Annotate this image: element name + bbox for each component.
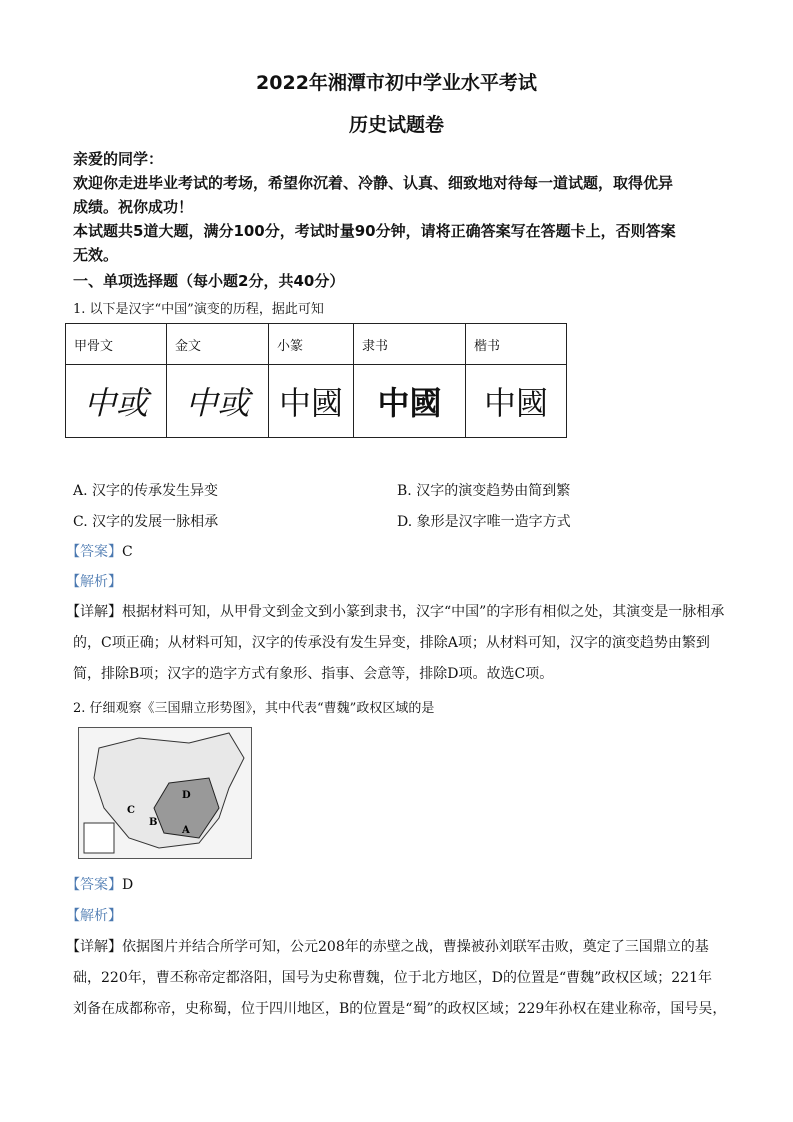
answer-tag: 【答案】 bbox=[66, 877, 122, 893]
option-a: A. 汉字的传承发生异变 bbox=[73, 483, 219, 499]
intro-line: 成绩。祝你成功！ bbox=[73, 198, 194, 216]
exam-title: 2022年湘潭市初中学业水平考试 bbox=[256, 72, 537, 94]
glyph-image: 中或 bbox=[66, 365, 167, 438]
glyph-image: 中國 bbox=[354, 365, 466, 438]
answer: D bbox=[122, 877, 134, 893]
character-evolution-table bbox=[65, 323, 567, 438]
section-heading: 一、单项选择题（每小题2分，共40分） bbox=[73, 272, 345, 290]
table-header: 金文 bbox=[167, 324, 269, 365]
exam-subtitle: 历史试题卷 bbox=[348, 114, 444, 136]
q1-stem: 1. 以下是汉字“中国”演变的历程，据此可知 bbox=[73, 302, 324, 317]
answer: C bbox=[122, 544, 133, 560]
analysis-tag: 【解析】 bbox=[66, 574, 122, 590]
table-header: 隶书 bbox=[354, 324, 466, 365]
q2-stem: 2. 仔细观察《三国鼎立形势图》，其中代表“曹魏”政权区域的是 bbox=[73, 701, 435, 716]
option-b: B. 汉字的演变趋势由简到繁 bbox=[397, 483, 571, 499]
map-label: D bbox=[182, 790, 191, 801]
analysis-tag: 【解析】 bbox=[66, 908, 122, 924]
map-label: A bbox=[182, 825, 190, 836]
detail-line: 刘备在成都称帝，史称蜀，位于四川地区，B的位置是“蜀”的政权区域；229年孙权在建业称帝，国号吴， bbox=[73, 1001, 727, 1017]
intro-line: 无效。 bbox=[73, 246, 119, 264]
glyph-image: 中國 bbox=[269, 365, 354, 438]
detail-tag: 【详解】 bbox=[66, 604, 122, 620]
detail-line: 础，220年，曹丕称帝定都洛阳，国号为史称曹魏，位于北方地区，D的位置是“曹魏”政权区域；221年 bbox=[73, 970, 712, 986]
detail-line: 简，排除B项；汉字的造字方式有象形、指事、会意等，排除D项。故选C项。 bbox=[73, 666, 554, 682]
detail-line: 的，C项正确；从材料可知，汉字的传承没有发生异变，排除A项；从材料可知，汉字的演变趋势由繁到 bbox=[73, 635, 710, 651]
greeting: 亲爱的同学： bbox=[73, 150, 164, 168]
detail-line: 根据材料可知，从甲骨文到金文到小篆到隶书，汉字“中国”的字形有相似之处，其演变是一脉相承 bbox=[122, 604, 725, 620]
glyph-image: 中國 bbox=[466, 365, 567, 438]
option-d: D. 象形是汉字唯一造字方式 bbox=[397, 514, 571, 530]
glyph-image: 中或 bbox=[167, 365, 269, 438]
option-c: C. 汉字的发展一脉相承 bbox=[73, 514, 219, 530]
three-kingdoms-map bbox=[78, 727, 252, 859]
map-label: B bbox=[149, 817, 158, 828]
table-header: 楷书 bbox=[466, 324, 567, 365]
table-header: 甲骨文 bbox=[66, 324, 167, 365]
intro-line: 本试题共5道大题，满分100分，考试时量90分钟，请将正确答案写在答题卡上，否则答案 bbox=[73, 222, 676, 240]
table-header: 小篆 bbox=[269, 324, 354, 365]
detail-tag: 【详解】 bbox=[66, 939, 122, 955]
answer-tag: 【答案】 bbox=[66, 544, 122, 560]
intro-line: 欢迎你走进毕业考试的考场，希望你沉着、冷静、认真、细致地对待每一道试题，取得优异 bbox=[73, 174, 674, 192]
map-label: C bbox=[127, 805, 135, 816]
detail-line: 依据图片并结合所学可知，公元208年的赤壁之战，曹操被孙刘联军击败，奠定了三国鼎立的基 bbox=[122, 939, 709, 955]
